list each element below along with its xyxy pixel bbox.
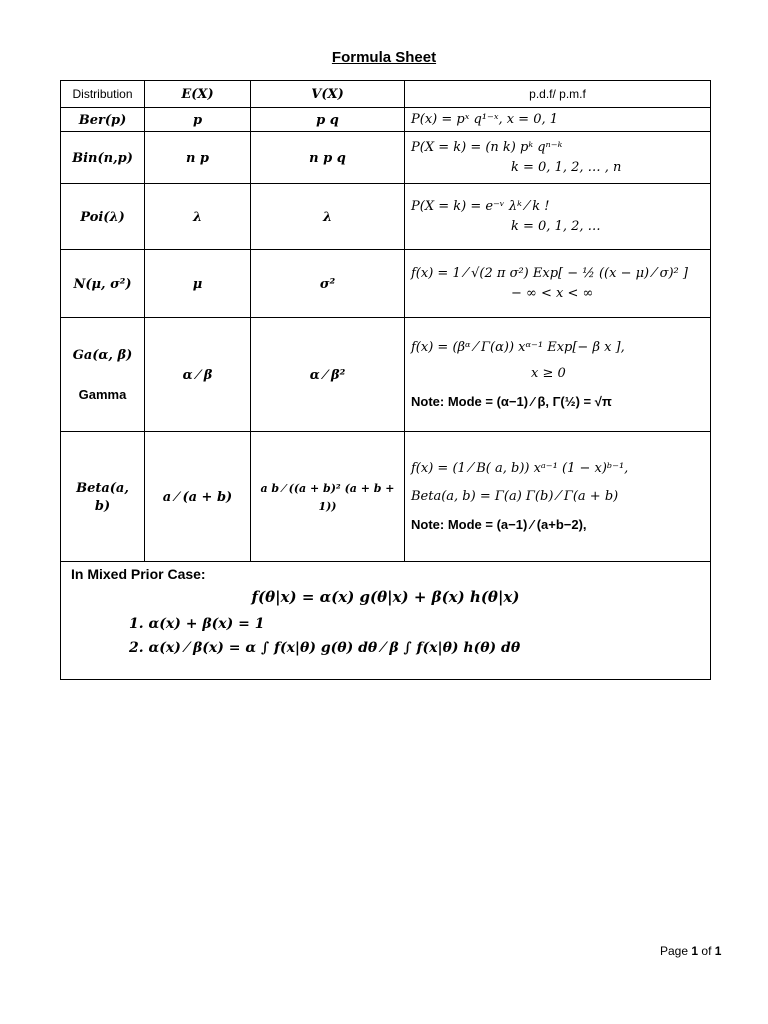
variance-value: σ² <box>319 276 336 292</box>
pdf-note: Note: Mode = (α−1) ⁄ β, Γ(½) = √π <box>411 393 612 409</box>
page-number: 1 <box>691 944 699 958</box>
formula-table <box>60 80 711 680</box>
mixed-title: In Mixed Prior Case: <box>71 566 206 582</box>
pdf-note: Note: Mode = (a−1) ⁄ (a+b−2), <box>411 516 587 532</box>
row-poisson <box>61 184 711 250</box>
pdf-line: P(X = k) = (n k) pᵏ qⁿ⁻ᵏ <box>411 139 563 155</box>
variance-value: α ⁄ β² <box>309 367 346 383</box>
dist-name: Beta(a, b) <box>76 480 129 514</box>
dist-name: Bin(n,p) <box>72 150 133 166</box>
pdf-line: P(x) = pˣ q¹⁻ˣ, x = 0, 1 <box>411 111 559 127</box>
pdf-line: f(x) = 1 ⁄ √(2 π σ²) Exp[ − ½ ((x − μ) ⁄ σ)² ] <box>411 265 688 281</box>
dist-name: N(μ, σ²) <box>73 276 132 292</box>
mean-value: λ <box>192 209 203 225</box>
dist-name: Poi(λ) <box>80 209 125 225</box>
dist-subtitle: Gamma <box>78 386 127 402</box>
pdf-line: f(x) = (1 ⁄ B( a, b)) xᵃ⁻¹ (1 − x)ᵇ⁻¹, <box>411 460 629 476</box>
variance-value: λ <box>322 209 333 225</box>
mean-value: p <box>192 112 203 128</box>
row-binomial <box>61 132 711 184</box>
header-row <box>61 81 711 108</box>
pdf-support: k = 0, 1, 2, … , n <box>511 159 622 175</box>
mixed-equation-1: 1. α(x) + β(x) = 1 <box>129 616 265 632</box>
page-title: Formula Sheet <box>331 49 437 66</box>
variance-value: n p q <box>309 150 346 166</box>
mixed-main-equation: f(θ|x) = α(x) g(θ|x) + β(x) h(θ|x) <box>251 588 520 606</box>
pdf-support: k = 0, 1, 2, … <box>511 218 601 234</box>
header-pdf: p.d.f/ p.m.f <box>405 81 711 108</box>
mean-value: α ⁄ β <box>182 367 213 383</box>
pdf-beta-function: Beta(a, b) = Γ(a) Γ(b) ⁄ Γ(a + b) <box>411 488 619 504</box>
pdf-support: x ≥ 0 <box>531 365 566 381</box>
variance-value: a b ⁄ ((a + b)² (a + b + 1)) <box>260 481 395 513</box>
variance-value: p q <box>316 112 339 128</box>
mixed-equation-2: 2. α(x) ⁄ β(x) = α ∫ f(x|θ) g(θ) dθ ⁄ β ∫ f(x|θ) h(θ) dθ <box>129 640 521 656</box>
row-normal <box>61 250 711 318</box>
row-beta <box>61 432 711 562</box>
header-distribution: Distribution <box>61 81 145 108</box>
mean-value: a ⁄ (a + b) <box>162 489 233 505</box>
dist-name: Ber(p) <box>78 112 127 128</box>
page-total: 1 <box>714 944 722 958</box>
pdf-line: f(x) = (βᵅ ⁄ Γ(α)) xᵅ⁻¹ Exp[− β x ], <box>411 339 625 355</box>
row-mixed-prior <box>61 562 711 680</box>
pdf-support: − ∞ < x < ∞ <box>511 285 594 301</box>
header-variance: V(X) <box>311 86 344 102</box>
row-gamma <box>61 318 711 432</box>
mean-value: μ <box>192 276 203 292</box>
header-mean: E(X) <box>181 86 214 102</box>
page-footer: Page 1 of 1 <box>660 944 722 958</box>
row-bernoulli <box>61 108 711 132</box>
pdf-line: P(X = k) = e⁻ᵛ λᵏ ⁄ k ! <box>411 198 550 214</box>
mean-value: n p <box>185 150 210 166</box>
dist-name: Ga(α, β) <box>72 347 133 363</box>
